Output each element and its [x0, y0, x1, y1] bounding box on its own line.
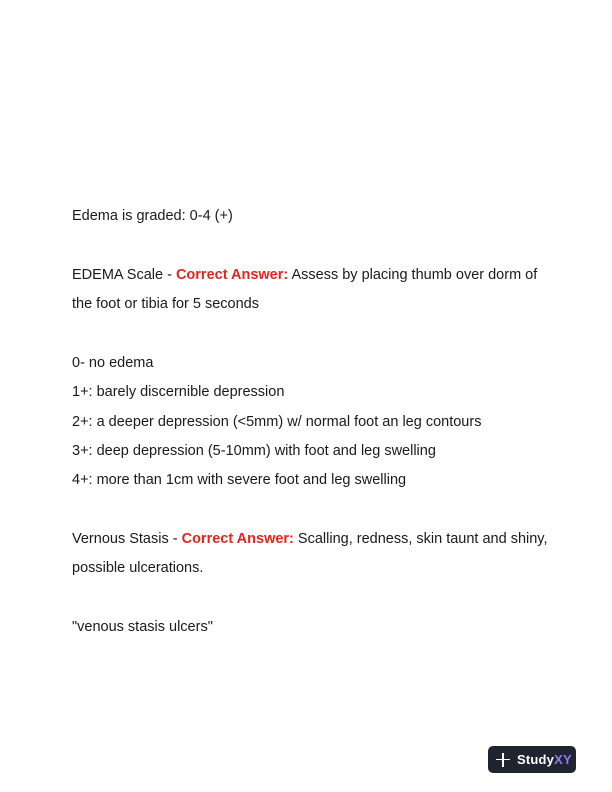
correct-answer-label: Correct Answer:: [175, 267, 289, 283]
edema-scale-answer: Assess by placing thumb over dorm of: [288, 267, 538, 283]
venous-stasis-line-1: [72, 530, 548, 548]
grade-item: 2+: a deeper depression (<5mm) w/ normal foot an leg contours: [72, 414, 482, 430]
correct-answer-label: Correct Answer:: [181, 531, 294, 547]
studyxy-badge[interactable]: [488, 746, 576, 773]
grading-line: Edema is graded: 0-4 (+): [72, 208, 233, 224]
edema-scale-line-2: the foot or tibia for 5 seconds: [72, 296, 259, 312]
brand-name: StudyXY: [517, 752, 572, 767]
grade-item: 0- no edema: [72, 355, 154, 371]
plus-icon: [495, 752, 511, 768]
grade-item: 4+: more than 1cm with severe foot and leg swelling: [72, 472, 407, 488]
venous-stasis-answer: Scalling, redness, skin taunt and shiny,: [293, 531, 548, 547]
grade-item: 3+: deep depression (5-10mm) with foot and leg swelling: [72, 443, 436, 459]
quote-line: "venous stasis ulcers": [72, 619, 213, 635]
venous-stasis-term: Vernous Stasis -: [72, 531, 182, 547]
grade-item: 1+: barely discernible depression: [72, 384, 285, 400]
venous-stasis-line-2: possible ulcerations.: [72, 560, 204, 576]
edema-scale-term: EDEMA Scale -: [72, 267, 176, 283]
edema-scale-line-1: [72, 266, 537, 284]
